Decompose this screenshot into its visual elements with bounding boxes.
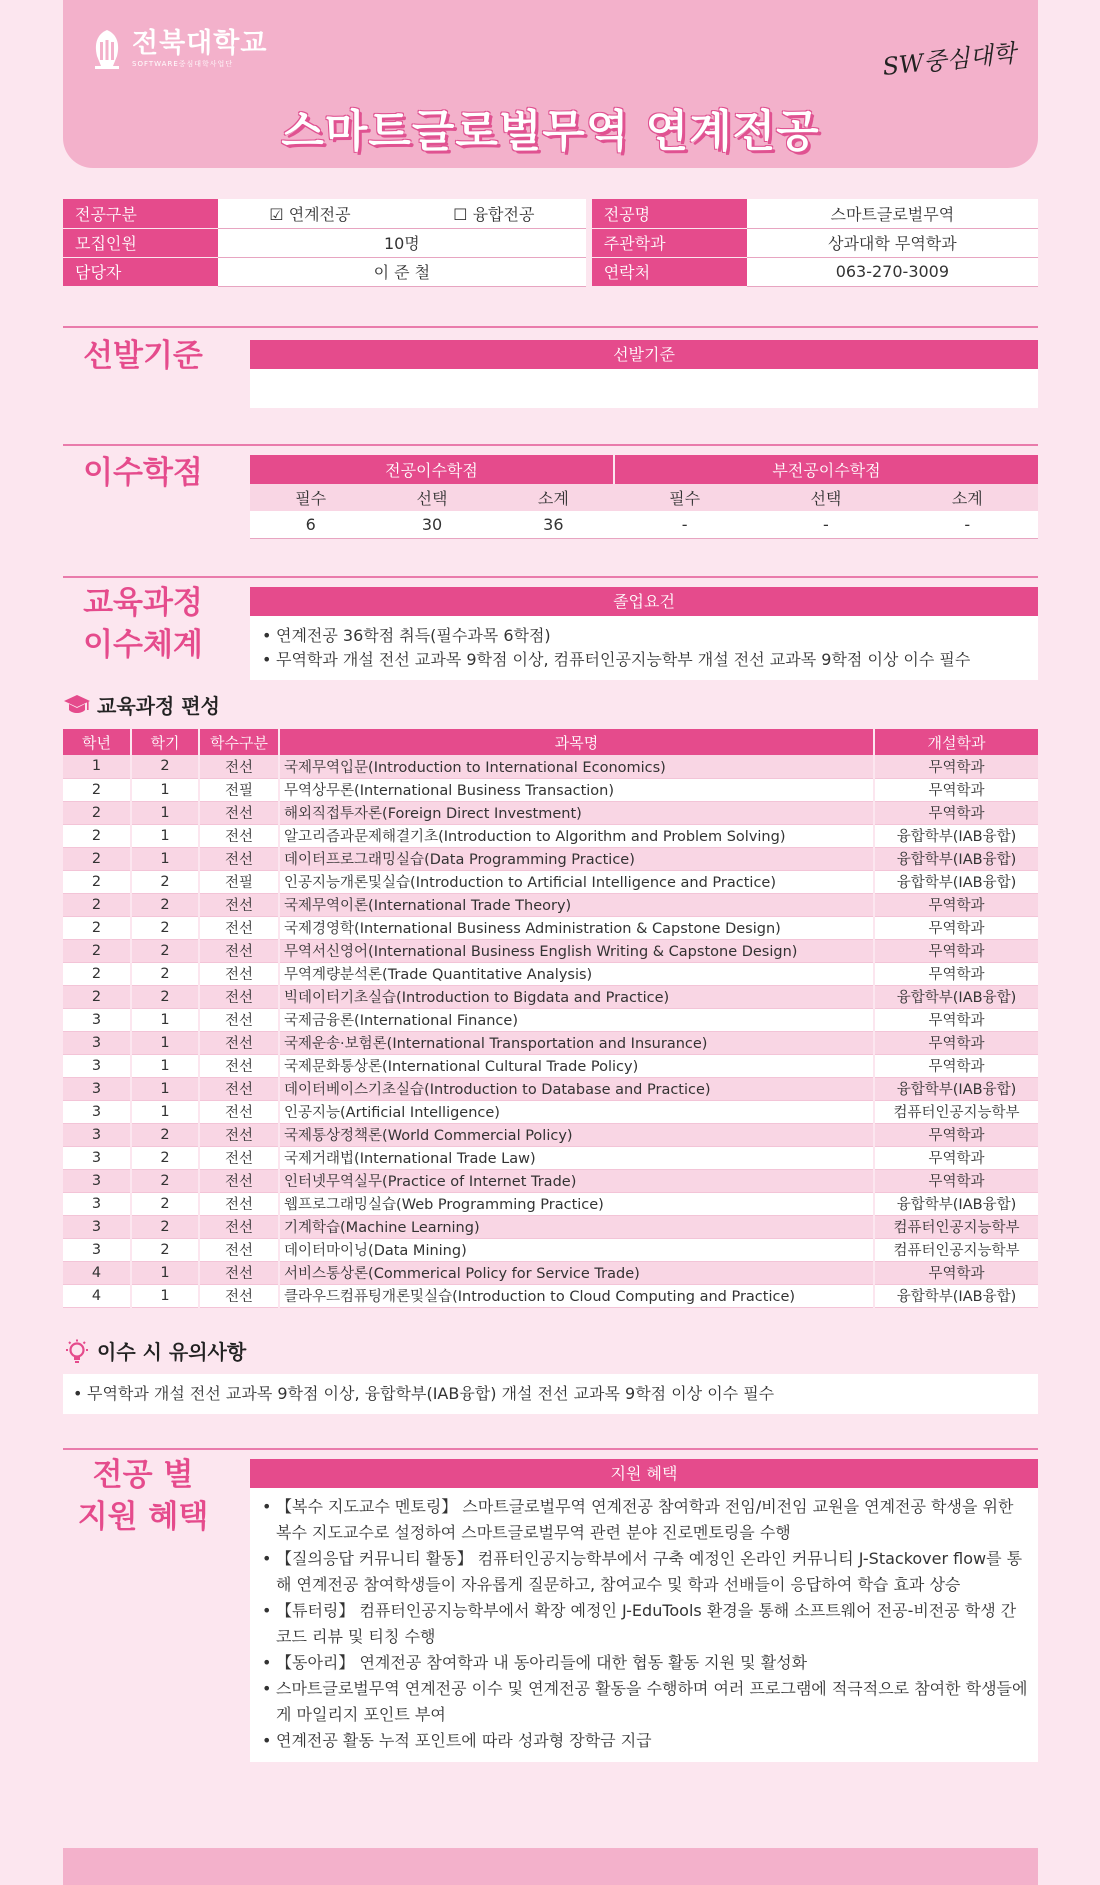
table-row xyxy=(63,1146,1038,1169)
course-type: 전선 xyxy=(199,962,279,985)
table-row xyxy=(63,755,1038,778)
list-item: • 【복수 지도교수 멘토링】 스마트글로벌무역 연계전공 참여학과 전임/비전임 교원을 연계전공 학생을 위한 복수 지도교수로 설정하여 스마트글로벌무역 관련 분야 진로멘토링을 수행 xyxy=(262,1494,1028,1546)
info-label: 담당자 xyxy=(63,257,218,286)
table-row xyxy=(63,1169,1038,1192)
course-year: 2 xyxy=(63,985,131,1008)
list-item: • 【튜터링】 컴퓨터인공지능학부에서 확장 예정인 J-EduTools 환경을 통해 소프트웨어 전공-비전공 학생 간 코드 리뷰 및 티칭 수행 xyxy=(262,1598,1028,1650)
university-name: 전북대학교 xyxy=(132,28,268,59)
course-type: 전선 xyxy=(199,1077,279,1100)
table-row xyxy=(63,801,1038,824)
major-credits-header: 전공이수학점 xyxy=(250,455,614,484)
course-year: 3 xyxy=(63,1169,131,1192)
major-type-value xyxy=(218,199,586,228)
credits-value: - xyxy=(614,511,755,538)
section-divider xyxy=(63,1448,1038,1450)
graduation-cap-icon xyxy=(63,693,91,717)
course-type: 전선 xyxy=(199,1169,279,1192)
info-value: 이 준 철 xyxy=(218,257,586,286)
university-logo xyxy=(91,28,267,70)
notes-title: 이수 시 유의사항 xyxy=(97,1340,247,1364)
list-item: • 무역학과 개설 전선 교과목 9학점 이상, 컴퓨터인공지능학부 개설 전선 교과목 9학점 이상 이수 필수 xyxy=(262,648,1028,672)
list-item: • 스마트글로벌무역 연계전공 이수 및 연계전공 활동을 수행하며 여러 프로그램에 적극적으로 참여한 학생들에게 마일리지 포인트 부여 xyxy=(262,1676,1028,1728)
table-row xyxy=(63,870,1038,893)
section-divider xyxy=(63,576,1038,578)
section-divider xyxy=(63,326,1038,328)
graduation-panel xyxy=(250,587,1038,680)
info-label: 연락처 xyxy=(592,257,747,286)
table-row xyxy=(63,1008,1038,1031)
info-row xyxy=(63,228,1038,257)
course-year: 3 xyxy=(63,1123,131,1146)
course-type: 전선 xyxy=(199,1146,279,1169)
table-row xyxy=(63,985,1038,1008)
table-row xyxy=(63,1284,1038,1307)
course-semester: 1 xyxy=(131,1031,199,1054)
benefits-panel xyxy=(250,1459,1038,1762)
course-type: 전선 xyxy=(199,755,279,778)
course-type: 전선 xyxy=(199,847,279,870)
course-year: 1 xyxy=(63,755,131,778)
course-department: 컴퓨터인공지능학부 xyxy=(874,1215,1038,1238)
credits-value: 30 xyxy=(371,511,492,538)
course-type: 전선 xyxy=(199,1100,279,1123)
table-row xyxy=(63,1031,1038,1054)
course-semester: 1 xyxy=(131,1100,199,1123)
course-name: 웹프로그래밍실습(Web Programming Practice) xyxy=(279,1192,874,1215)
course-name: 국제운송·보험론(International Transportation and Insurance) xyxy=(279,1031,874,1054)
lightbulb-icon xyxy=(63,1339,91,1363)
info-value: 063-270-3009 xyxy=(747,257,1038,286)
course-semester: 1 xyxy=(131,824,199,847)
list-item: • 연계전공 활동 누적 포인트에 따라 성과형 장학금 지급 xyxy=(262,1728,1028,1754)
section-title-selection: 선발기준 xyxy=(83,338,203,374)
table-row xyxy=(63,916,1038,939)
major-info-table xyxy=(63,199,1038,287)
graduation-content xyxy=(250,616,1038,680)
course-type: 전선 xyxy=(199,1054,279,1077)
course-semester: 2 xyxy=(131,962,199,985)
course-department: 융합학부(IAB융합) xyxy=(874,824,1038,847)
course-name: 데이터베이스기초실습(Introduction to Database and Practice) xyxy=(279,1077,874,1100)
course-type: 전선 xyxy=(199,1284,279,1307)
course-semester: 1 xyxy=(131,847,199,870)
section-title-line: 교육과정 xyxy=(83,585,203,621)
course-department: 무역학과 xyxy=(874,1123,1038,1146)
course-name: 국제무역입문(Introduction to International Economics) xyxy=(279,755,874,778)
course-semester: 2 xyxy=(131,1192,199,1215)
table-row xyxy=(63,778,1038,801)
course-name: 국제경영학(International Business Administration & Capstone Design) xyxy=(279,916,874,939)
list-item: • 연계전공 36학점 취득(필수과목 6학점) xyxy=(262,624,1028,648)
section-title-line: 전공 별 xyxy=(92,1457,194,1493)
course-year: 3 xyxy=(63,1215,131,1238)
course-type: 전선 xyxy=(199,1123,279,1146)
course-name: 국제통상정책론(World Commercial Policy) xyxy=(279,1123,874,1146)
credits-table xyxy=(250,455,1038,539)
course-name: 인공지능(Artificial Intelligence) xyxy=(279,1100,874,1123)
table-row xyxy=(63,939,1038,962)
section-title-line: 이수체계 xyxy=(83,627,203,663)
section-divider xyxy=(63,444,1038,446)
course-year: 3 xyxy=(63,1031,131,1054)
course-type: 전필 xyxy=(199,870,279,893)
course-name: 서비스통상론(Commerical Policy for Service Trade) xyxy=(279,1261,874,1284)
course-semester: 1 xyxy=(131,1008,199,1031)
course-department: 융합학부(IAB융합) xyxy=(874,1284,1038,1307)
info-value: 10명 xyxy=(218,228,586,257)
course-type: 전선 xyxy=(199,985,279,1008)
course-type: 전선 xyxy=(199,893,279,916)
course-year: 3 xyxy=(63,1192,131,1215)
course-semester: 2 xyxy=(131,1123,199,1146)
notes-heading xyxy=(63,1336,246,1365)
selection-content xyxy=(250,369,1038,408)
list-item: • 무역학과 개설 전선 교과목 9학점 이상, 융합학부(IAB융합) 개설 전선 교과목 9학점 이상 이수 필수 xyxy=(73,1382,1028,1406)
course-department: 무역학과 xyxy=(874,1054,1038,1077)
course-department: 컴퓨터인공지능학부 xyxy=(874,1238,1038,1261)
course-semester: 2 xyxy=(131,985,199,1008)
course-name: 데이터프로그래밍실습(Data Programming Practice) xyxy=(279,847,874,870)
course-type: 전필 xyxy=(199,778,279,801)
course-department: 융합학부(IAB융합) xyxy=(874,1192,1038,1215)
course-semester: 2 xyxy=(131,1146,199,1169)
course-year: 2 xyxy=(63,939,131,962)
column-header: 학기 xyxy=(131,729,199,755)
course-department: 무역학과 xyxy=(874,755,1038,778)
course-department: 무역학과 xyxy=(874,778,1038,801)
course-semester: 2 xyxy=(131,1215,199,1238)
course-semester: 1 xyxy=(131,1284,199,1307)
credits-subheader: 소계 xyxy=(897,484,1038,511)
course-department: 무역학과 xyxy=(874,893,1038,916)
course-department: 무역학과 xyxy=(874,962,1038,985)
course-name: 클라우드컴퓨팅개론및실습(Introduction to Cloud Computing and Practice) xyxy=(279,1284,874,1307)
column-header: 과목명 xyxy=(279,729,874,755)
course-department: 무역학과 xyxy=(874,916,1038,939)
table-row xyxy=(63,962,1038,985)
course-department: 융합학부(IAB융합) xyxy=(874,847,1038,870)
course-year: 2 xyxy=(63,824,131,847)
info-label: 전공명 xyxy=(592,199,747,228)
course-semester: 2 xyxy=(131,916,199,939)
course-type: 전선 xyxy=(199,1192,279,1215)
table-row xyxy=(63,1054,1038,1077)
course-year: 2 xyxy=(63,870,131,893)
course-semester: 2 xyxy=(131,939,199,962)
course-department: 무역학과 xyxy=(874,801,1038,824)
table-row xyxy=(63,847,1038,870)
course-year: 2 xyxy=(63,893,131,916)
selection-panel xyxy=(250,340,1038,408)
university-subtitle: SOFTWARE중심대학사업단 xyxy=(132,60,234,68)
course-year: 2 xyxy=(63,801,131,824)
course-year: 2 xyxy=(63,778,131,801)
list-item: • 【질의응답 커뮤니티 활동】 컴퓨터인공지능학부에서 구축 예정인 온라인 커뮤니티 J-Stackover flow를 통해 연계전공 참여학생들이 자유롭게 질문하고, 참여교수 및 학과 선배들이 응답하여 학습 효과 상승 xyxy=(262,1546,1028,1598)
info-row xyxy=(63,199,1038,228)
course-name: 데이터마이닝(Data Mining) xyxy=(279,1238,874,1261)
course-year: 2 xyxy=(63,847,131,870)
notes-box xyxy=(63,1374,1038,1414)
course-semester: 2 xyxy=(131,893,199,916)
column-header: 학년 xyxy=(63,729,131,755)
course-type: 전선 xyxy=(199,1008,279,1031)
course-type: 전선 xyxy=(199,1261,279,1284)
column-header: 학수구분 xyxy=(199,729,279,755)
table-row xyxy=(63,893,1038,916)
course-department: 융합학부(IAB융합) xyxy=(874,870,1038,893)
course-department: 무역학과 xyxy=(874,1169,1038,1192)
course-semester: 2 xyxy=(131,1169,199,1192)
table-row xyxy=(63,824,1038,847)
course-year: 4 xyxy=(63,1284,131,1307)
course-year: 3 xyxy=(63,1238,131,1261)
course-name: 기계학습(Machine Learning) xyxy=(279,1215,874,1238)
course-department: 무역학과 xyxy=(874,939,1038,962)
course-name: 인터넷무역실무(Practice of Internet Trade) xyxy=(279,1169,874,1192)
page-title: 스마트글로벌무역 연계전공 xyxy=(281,106,820,157)
course-year: 2 xyxy=(63,916,131,939)
course-name: 국제문화통상론(International Cultural Trade Policy) xyxy=(279,1054,874,1077)
course-table xyxy=(63,729,1038,1308)
credits-subheader: 소계 xyxy=(493,484,614,511)
table-row xyxy=(63,1238,1038,1261)
course-name: 국제무역이론(International Trade Theory) xyxy=(279,893,874,916)
table-row xyxy=(63,1123,1038,1146)
course-semester: 2 xyxy=(131,870,199,893)
course-year: 4 xyxy=(63,1261,131,1284)
course-name: 무역서신영어(International Business English Writing & Capstone Design) xyxy=(279,939,874,962)
course-department: 융합학부(IAB융합) xyxy=(874,1077,1038,1100)
course-type: 전선 xyxy=(199,801,279,824)
course-semester: 1 xyxy=(131,801,199,824)
info-label: 전공구분 xyxy=(63,199,218,228)
course-year: 3 xyxy=(63,1008,131,1031)
course-name: 국제거래법(International Trade Law) xyxy=(279,1146,874,1169)
info-row xyxy=(63,257,1038,286)
course-year: 3 xyxy=(63,1054,131,1077)
course-type: 전선 xyxy=(199,1031,279,1054)
info-label: 주관학과 xyxy=(592,228,747,257)
credits-subheader: 선택 xyxy=(371,484,492,511)
course-type: 전선 xyxy=(199,1238,279,1261)
credits-subheader: 필수 xyxy=(614,484,755,511)
table-row xyxy=(63,1192,1038,1215)
table-row xyxy=(63,1215,1038,1238)
table-row xyxy=(63,1077,1038,1100)
course-department: 컴퓨터인공지능학부 xyxy=(874,1100,1038,1123)
course-name: 무역계량분석론(Trade Quantitative Analysis) xyxy=(279,962,874,985)
course-semester: 1 xyxy=(131,1261,199,1284)
credits-subheader: 필수 xyxy=(250,484,371,511)
course-type: 전선 xyxy=(199,824,279,847)
section-title-line: 지원 혜택 xyxy=(77,1499,209,1535)
credits-panel xyxy=(250,455,1038,539)
selection-header: 선발기준 xyxy=(250,340,1038,369)
table-row xyxy=(63,1261,1038,1284)
section-title-curriculum xyxy=(63,582,223,666)
column-header: 개설학과 xyxy=(874,729,1038,755)
course-semester: 1 xyxy=(131,1054,199,1077)
course-name: 무역상무론(International Business Transaction) xyxy=(279,778,874,801)
course-name: 빅데이터기초실습(Introduction to Bigdata and Practice) xyxy=(279,985,874,1008)
course-department: 무역학과 xyxy=(874,1008,1038,1031)
course-name: 해외직접투자론(Foreign Direct Investment) xyxy=(279,801,874,824)
course-year: 3 xyxy=(63,1077,131,1100)
section-title-credits: 이수학점 xyxy=(83,455,203,491)
course-type: 전선 xyxy=(199,916,279,939)
section-title-benefits xyxy=(63,1454,223,1538)
credits-subheader: 선택 xyxy=(755,484,896,511)
course-year: 3 xyxy=(63,1146,131,1169)
list-item: • 【동아리】 연계전공 참여학과 내 동아리들에 대한 협동 활동 지원 및 활성화 xyxy=(262,1650,1028,1676)
course-semester: 1 xyxy=(131,1077,199,1100)
course-type: 전선 xyxy=(199,1215,279,1238)
course-name: 알고리즘과문제해결기초(Introduction to Algorithm and Problem Solving) xyxy=(279,824,874,847)
info-value: 상과대학 무역학과 xyxy=(747,228,1038,257)
checkbox-linked-major: ☑ 연계전공 xyxy=(269,204,351,224)
course-name: 국제금융론(International Finance) xyxy=(279,1008,874,1031)
course-department: 융합학부(IAB융합) xyxy=(874,985,1038,1008)
benefits-content xyxy=(250,1488,1038,1762)
table-row xyxy=(63,1100,1038,1123)
course-year: 2 xyxy=(63,962,131,985)
minor-credits-header: 부전공이수학점 xyxy=(614,455,1038,484)
course-semester: 1 xyxy=(131,778,199,801)
credits-value: 36 xyxy=(493,511,614,538)
info-label: 모집인원 xyxy=(63,228,218,257)
credits-value: - xyxy=(755,511,896,538)
course-department: 무역학과 xyxy=(874,1031,1038,1054)
checkbox-fused-major: ☐ 융합전공 xyxy=(453,204,535,224)
benefits-header: 지원 혜택 xyxy=(250,1459,1038,1488)
credits-value: - xyxy=(897,511,1038,538)
page-header xyxy=(63,0,1038,168)
credits-value: 6 xyxy=(250,511,371,538)
graduation-header: 졸업요건 xyxy=(250,587,1038,616)
course-section-title: 교육과정 편성 xyxy=(97,694,220,718)
footer-bar xyxy=(63,1848,1038,1885)
sw-brand-mark: SW중심대학 xyxy=(881,39,1018,81)
course-department: 무역학과 xyxy=(874,1261,1038,1284)
course-semester: 2 xyxy=(131,1238,199,1261)
course-name: 인공지능개론및실습(Introduction to Artificial Intelligence and Practice) xyxy=(279,870,874,893)
course-department: 무역학과 xyxy=(874,1146,1038,1169)
university-emblem-icon xyxy=(91,28,123,70)
info-value: 스마트글로벌무역 xyxy=(747,199,1038,228)
course-type: 전선 xyxy=(199,939,279,962)
course-section-heading xyxy=(63,690,220,719)
course-year: 3 xyxy=(63,1100,131,1123)
course-semester: 2 xyxy=(131,755,199,778)
